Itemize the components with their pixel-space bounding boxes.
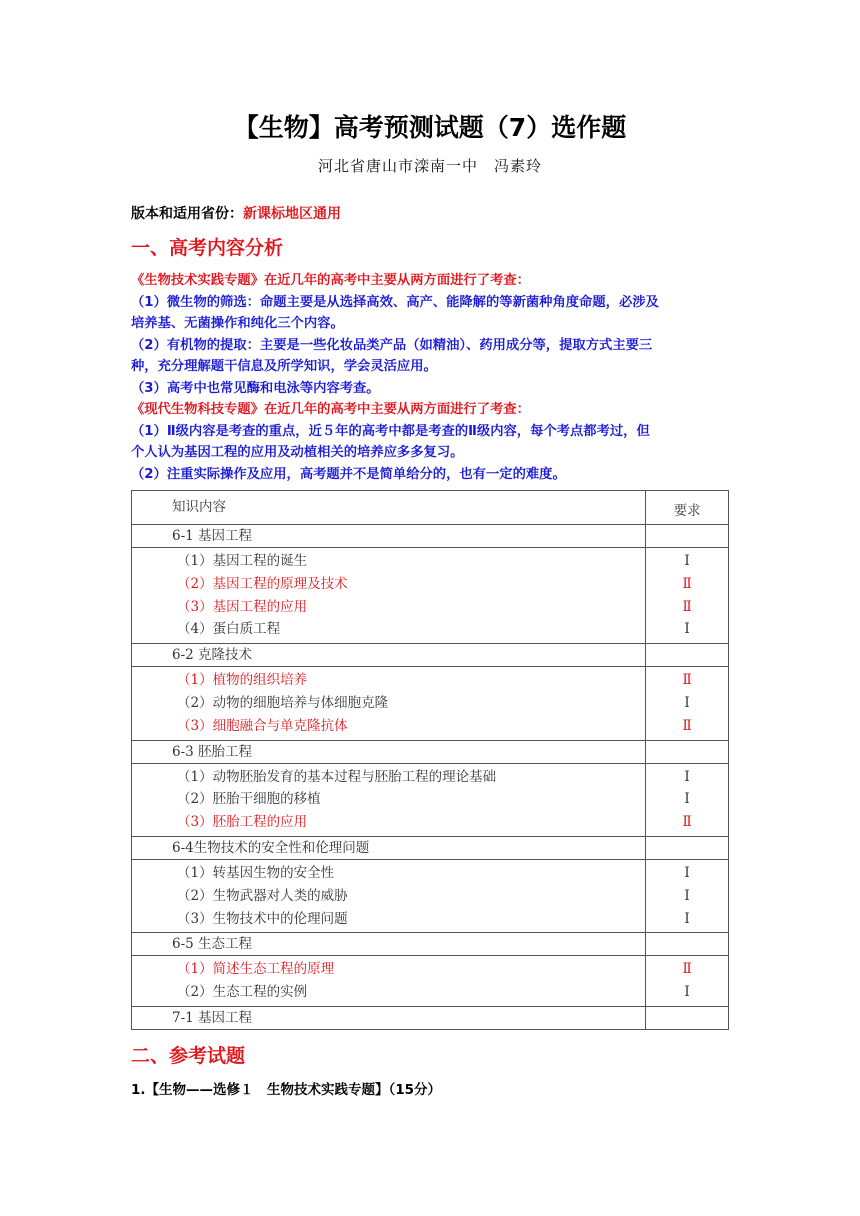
knowledge-item: （1）动物胚胎发育的基本过程与胚胎工程的理论基础 (177, 768, 497, 785)
knowledge-item: （1）简述生态工程的原理 (177, 961, 335, 978)
table-header-content: 知识内容 (132, 491, 646, 525)
requirement-level: Ⅰ (684, 768, 690, 785)
table-section-row (132, 836, 729, 859)
question-1-title: 1.【生物——选修１ 生物技术实践专题】（15分） (131, 1082, 442, 1098)
analysis-line: （2）注重实际操作及应用，高考题并不是简单给分的，也有一定的难度。 (131, 466, 566, 482)
analysis-line: 个人认为基因工程的应用及动植相关的培养应多多复习。 (131, 445, 464, 460)
requirement-level: Ⅰ (684, 984, 690, 1001)
analysis-line: 《现代生物科技专题》在近几年的高考中主要从两方面进行了考查： (131, 402, 530, 417)
table-section-row (132, 740, 729, 763)
knowledge-item: （1）基因工程的诞生 (177, 553, 308, 569)
levels-cell (646, 763, 729, 836)
analysis-line: 《生物技术实践专题》在近几年的高考中主要从两方面进行了考查： (131, 273, 530, 288)
table-items-row (132, 548, 729, 644)
section-title: 6-5 生态工程 (132, 933, 646, 956)
analysis-line: （1）微生物的筛选：命题主要是从选择高效、高产、能降解的等新菌种角度命题，必涉及 (131, 294, 659, 310)
section-title-empty-cell (646, 933, 729, 956)
analysis-line: （1）Ⅱ级内容是考查的重点，近５年的高考中都是考查的Ⅱ级内容，每个考点都考过，但 (131, 423, 650, 439)
version-line (131, 203, 341, 223)
requirement-level: Ⅰ (684, 621, 690, 638)
knowledge-item: （2）生物武器对人类的威胁 (177, 887, 348, 904)
requirement-level: Ⅰ (684, 910, 690, 927)
version-value: 新课标地区通用 (243, 206, 341, 222)
analysis-text (131, 270, 731, 485)
section-title-empty-cell (646, 836, 729, 859)
section-title: 6-1 基因工程 (132, 525, 646, 548)
requirement-level: Ⅱ (682, 961, 692, 978)
items-cell (132, 859, 646, 932)
table-items-row (132, 763, 729, 836)
table-section-row (132, 933, 729, 956)
analysis-line: （3）高考中也常见酶和电泳等内容考查。 (131, 380, 380, 396)
requirement-level: Ⅱ (682, 575, 692, 592)
knowledge-item: （1）转基因生物的安全性 (177, 864, 335, 881)
section1-heading: 一、高考内容分析 (131, 237, 284, 259)
levels-cell (646, 548, 729, 644)
table-section-row (132, 644, 729, 667)
section-title-empty-cell (646, 1006, 729, 1029)
knowledge-item: （3）胚胎工程的应用 (177, 814, 308, 831)
document-title: 【生物】高考预测试题（7）选作题 (233, 113, 627, 142)
requirement-level: Ⅰ (684, 791, 690, 808)
requirement-level: Ⅱ (682, 717, 692, 734)
knowledge-item: （2）生态工程的实例 (177, 984, 308, 1001)
section2-heading: 二、参考试题 (131, 1045, 246, 1067)
section-title: 7-1 基因工程 (132, 1006, 646, 1029)
requirement-level: Ⅱ (682, 672, 692, 689)
author-line: 河北省唐山市滦南一中 冯素玲 (317, 157, 542, 175)
requirement-level: Ⅰ (684, 553, 690, 569)
items-cell (132, 763, 646, 836)
items-cell (132, 667, 646, 740)
section-title-empty-cell (646, 644, 729, 667)
requirement-level: Ⅰ (684, 887, 690, 904)
analysis-line: （2）有机物的提取：主要是一些化妆品类产品（如精油）、药用成分等，提取方式主要三 (131, 337, 653, 353)
table-items-row (132, 859, 729, 932)
table-section-row (132, 525, 729, 548)
items-cell (132, 956, 646, 1007)
table-items-row (132, 667, 729, 740)
table-section-row (132, 1006, 729, 1029)
levels-cell (646, 859, 729, 932)
knowledge-item: （3）生物技术中的伦理问题 (177, 910, 348, 927)
knowledge-item: （2）动物的细胞培养与体细胞克隆 (177, 694, 389, 711)
analysis-line: 种，充分理解题干信息及所学知识，学会灵活应用。 (131, 359, 437, 374)
section-title: 6-4生物技术的安全性和伦理问题 (132, 836, 646, 859)
table-items-row (132, 956, 729, 1007)
knowledge-item: （3）基因工程的应用 (177, 598, 308, 615)
section-title: 6-2 克隆技术 (132, 644, 646, 667)
knowledge-table (131, 490, 729, 1030)
knowledge-item: （2）胚胎干细胞的移植 (177, 791, 321, 808)
requirement-level: Ⅰ (684, 864, 690, 881)
section-title: 6-3 胚胎工程 (132, 740, 646, 763)
requirement-level: Ⅰ (684, 694, 690, 711)
requirement-level: Ⅱ (682, 814, 692, 831)
section-title-empty-cell (646, 525, 729, 548)
knowledge-item: （1）植物的组织培养 (177, 672, 308, 689)
levels-cell (646, 667, 729, 740)
requirement-level: Ⅱ (682, 598, 692, 615)
knowledge-item: （2）基因工程的原理及技术 (177, 575, 348, 592)
version-label: 版本和适用省份： (131, 206, 243, 222)
analysis-line: 培养基、无菌操作和纯化三个内容。 (131, 316, 344, 331)
knowledge-item: （3）细胞融合与单克隆抗体 (177, 717, 348, 734)
levels-cell (646, 956, 729, 1007)
items-cell (132, 548, 646, 644)
knowledge-item: （4）蛋白质工程 (177, 621, 281, 638)
section-title-empty-cell (646, 740, 729, 763)
table-header-requirement: 要求 (646, 491, 729, 525)
